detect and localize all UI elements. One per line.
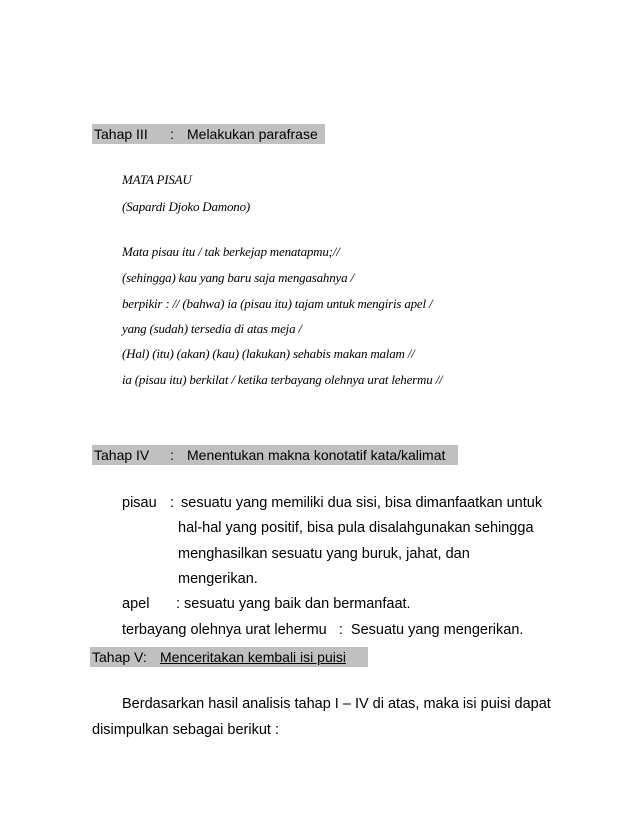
- poem-line: berpikir : // (bahwa) ia (pisau itu) tajam untuk mengiris apel /: [122, 296, 433, 311]
- tahap5-label: Tahap V:: [92, 649, 147, 665]
- tahap5-heading: [90, 647, 368, 667]
- tahap4-separator: :: [170, 447, 174, 463]
- urat-leher-meaning: terbayang olehnya urat lehermu : Sesuatu yang mengerikan.: [122, 622, 524, 638]
- pisau-separator: :: [170, 495, 175, 511]
- pisau-definition-line: menghasilkan sesuatu yang buruk, jahat, dan: [178, 546, 470, 562]
- tahap4-label: Tahap IV: [94, 447, 150, 463]
- pisau-definition-line: mengerikan.: [178, 571, 258, 587]
- poem-author: (Sapardi Djoko Damono): [122, 199, 250, 214]
- poem-title: MATA PISAU: [122, 172, 192, 187]
- pisau-definition-line: sesuatu yang memiliki dua sisi, bisa dimanfaatkan untuk: [181, 495, 543, 511]
- poem-line: ia (pisau itu) berkilat / ketika terbayang olehnya urat lehermu //: [122, 372, 443, 387]
- pisau-definition-line: hal-hal yang positif, bisa pula disalahgunakan sehingga: [178, 520, 534, 536]
- apel-definition: : sesuatu yang baik dan bermanfaat.: [176, 596, 411, 612]
- tahap3-separator: :: [170, 126, 174, 142]
- poem-line: yang (sudah) tersedia di atas meja /: [122, 321, 302, 336]
- tahap4-heading: [92, 445, 458, 465]
- tahap3-label: Tahap III: [94, 126, 148, 142]
- closing-line: Berdasarkan hasil analisis tahap I – IV di atas, maka isi puisi dapat: [122, 696, 551, 712]
- poem-line: (Hal) (itu) (akan) (kau) (lakukan) sehabis makan malam //: [122, 346, 415, 361]
- poem-line: (sehingga) kau yang baru saja mengasahnya /: [122, 270, 354, 285]
- tahap4-title: Menentukan makna konotatif kata/kalimat: [187, 447, 446, 463]
- tahap3-heading: [92, 124, 325, 144]
- poem-line: Mata pisau itu / tak berkejap menatapmu;//: [122, 244, 340, 259]
- tahap3-title: Melakukan parafrase: [187, 126, 318, 142]
- closing-line: disimpulkan sebagai berikut :: [92, 722, 279, 738]
- pisau-term: pisau: [122, 495, 157, 511]
- apel-term: apel: [122, 596, 150, 612]
- tahap5-title: Menceritakan kembali isi puisi: [160, 649, 346, 665]
